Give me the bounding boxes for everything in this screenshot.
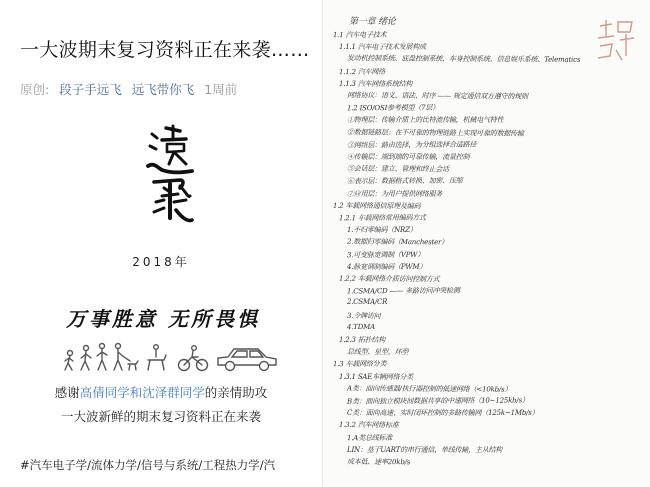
note-line: 1.1.3 汽车网络系统结构 xyxy=(339,79,413,88)
note-line: 3.可变脉宽调制（VPW） xyxy=(346,250,425,259)
publish-time: 1周前 xyxy=(204,82,238,97)
article-panel xyxy=(0,0,322,487)
note-line: 1.1.1 汽车电子技术发展构成 xyxy=(339,43,426,52)
note-line: ③网络层：路由选择，为分组选择合适路径 xyxy=(346,140,477,150)
thanks-prefix: 感谢 xyxy=(54,385,80,400)
year-label: 2018年 xyxy=(132,255,190,269)
thanks-line xyxy=(0,383,322,401)
note-line: 4.脉宽调制编码（PWM） xyxy=(347,262,427,271)
thanks-suffix: 的亲情助攻 xyxy=(204,385,268,400)
account-link[interactable]: 远飞带你飞 xyxy=(131,82,195,97)
note-line: 网络协议：语义、语法、时序 —— 规定通信双方遵守的规则 xyxy=(346,91,528,101)
note-line: C类：面向高速、实时闭环控制的多路传输网（125k~1Mb/s） xyxy=(347,409,539,418)
note-line: 1.2.3 拓扑结构 xyxy=(339,336,386,344)
author-link[interactable]: 段子手远飞 xyxy=(59,82,122,97)
note-line: 3.令牌访问 xyxy=(346,311,381,320)
article-meta xyxy=(20,80,243,98)
note-line: 2.CSMA/CR xyxy=(347,298,388,307)
notes-heading: 第一章 绪论 xyxy=(349,17,396,27)
note-line: 1.3 车载网络分类 xyxy=(332,360,387,369)
thanks-highlight: 高倩同学和沈泽群同学 xyxy=(79,385,205,400)
note-line: B类：面向独立模块间数据共享的中速网络（10~125kb/s） xyxy=(346,396,529,406)
note-line: 1.CSMA/CD —— 多路访问冲突检测 xyxy=(346,286,460,296)
note-line: LIN：基于UART的串行通信，单线传输，主从结构 xyxy=(347,445,503,454)
note-line: 1.1.2 汽车网络 xyxy=(338,67,386,76)
note-line: ①物理层：传输介质上的比特流传输，机械电气特性 xyxy=(347,116,504,125)
slogan-calligraphy xyxy=(62,302,267,334)
note-line: 1.3.2 汽车网络标准 xyxy=(338,421,399,430)
note-line: 1.2 车载网络通信原理及编码 xyxy=(332,201,421,211)
note-line: 1.3.1 SAE车辆网络分类 xyxy=(339,372,413,381)
svg-text:万事胜意 无所畏惧: 万事胜意 无所畏惧 xyxy=(66,307,260,331)
evolution-illustration xyxy=(62,339,282,373)
note-line: A类：面向传感器/执行器控制的低速网络（<10kb/s） xyxy=(346,384,512,394)
note-line: 成本低、速率20kb/s xyxy=(346,457,411,467)
note-line: 1.2 ISO/OSI参考模型（7层） xyxy=(346,103,439,113)
note-line: 总线型、星型、环型 xyxy=(346,347,409,357)
note-line: 发动机控制系统、底盘控制系统、车身控制系统、信息娱乐系统、Telematics xyxy=(346,54,581,65)
note-line: 1.2.2 车载网络介质访问控制方式 xyxy=(338,274,440,284)
calligraphy-logo xyxy=(140,122,200,232)
note-line: 4.TDMA xyxy=(346,322,376,331)
note-line: 1.不归零编码（NRZ） xyxy=(347,226,417,235)
note-line: 1.A类总线标准 xyxy=(346,433,393,442)
article-title: 一大波期末复习资料正在来袭…… xyxy=(20,39,310,61)
note-line: ②数据链路层：在不可靠的物理链路上实现可靠的数据传输 xyxy=(346,127,524,138)
subject-tags[interactable]: #汽车电子学/流体力学/信号与系统/工程热力学/汽 xyxy=(20,458,276,472)
note-line: 2.数据归零编码（Manchester） xyxy=(346,238,449,247)
original-label: 原创: xyxy=(20,82,50,97)
handwritten-notes-image xyxy=(323,0,650,487)
note-line: ④传输层：端到端的可靠传输，流量控制 xyxy=(347,153,470,161)
logo-text: 遠飛 xyxy=(140,122,142,123)
seal-stamp xyxy=(592,16,640,64)
note-line: 1.2.1 车载网络常用编码方式 xyxy=(338,213,426,223)
subline-text: 一大波新鲜的期末复习资料正在来袭 xyxy=(60,409,261,424)
stamp-text: 远飞 xyxy=(592,16,594,17)
note-line: ⑤会话层：建立、管理和终止会话 xyxy=(346,164,450,174)
note-line: 1.1 汽车电子技术 xyxy=(332,30,387,40)
note-line: ⑥表示层：数据格式转换、加密、压缩 xyxy=(346,176,463,186)
note-line: ⑦应用层：为用户提供网络服务 xyxy=(347,189,443,198)
